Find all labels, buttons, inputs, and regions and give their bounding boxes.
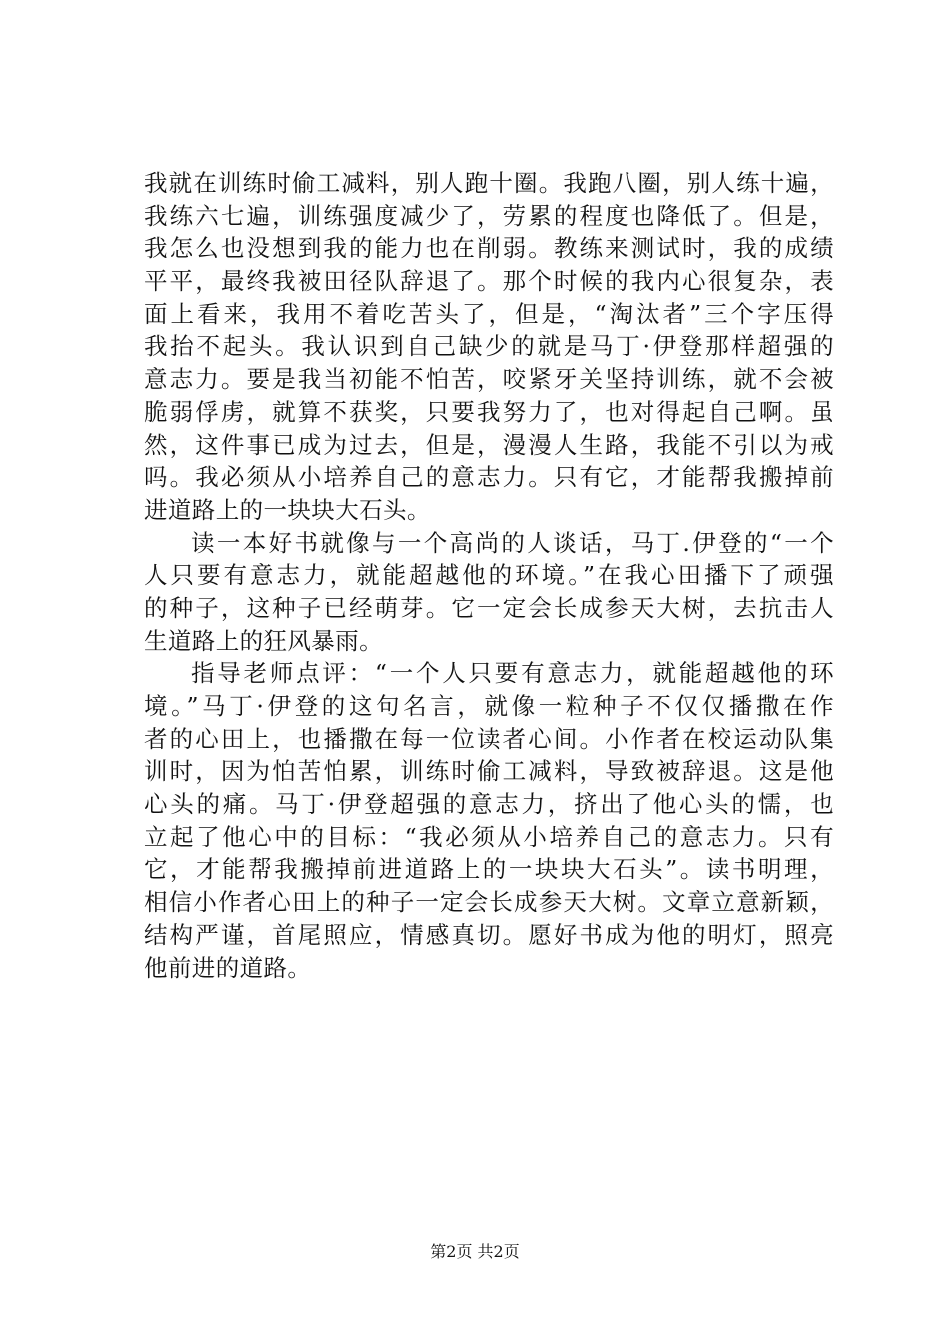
text-line: 平平，最终我被田径队辞退了。那个时候的我内心很复杂，表 <box>144 267 834 296</box>
text-line: 心头的痛。马丁·伊登超强的意志力，挤出了他心头的懦，也 <box>144 790 834 819</box>
text-line: 我怎么也没想到我的能力也在削弱。教练来测试时，我的成绩 <box>144 234 834 263</box>
text-line: 生道路上的狂风暴雨。 <box>144 626 383 655</box>
text-line: 者的心田上，也播撒在每一位读者心间。小作者在校运动队集 <box>144 724 834 753</box>
text-line: 的种子，这种子已经萌芽。它一定会长成参天大树，去抗击人 <box>144 593 834 622</box>
text-line: 进道路上的一块块大石头。 <box>144 495 431 524</box>
text-line: 脆弱俘虏，就算不获奖，只要我努力了，也对得起自己啊。虽 <box>144 397 834 426</box>
text-line: 立起了他心中的目标：“我必须从小培养自己的意志力。只有 <box>144 822 834 851</box>
text-line: 相信小作者心田上的种子一定会长成参天大树。文章立意新颖， <box>144 888 834 917</box>
page-footer: 第2页 共2页 <box>430 1242 520 1261</box>
text-line: 然，这件事已成为过去，但是，漫漫人生路，我能不引以为戒 <box>144 430 834 459</box>
text-line: 境。”马丁·伊登的这句名言，就像一粒种子不仅仅播撒在作 <box>144 692 834 720</box>
text-line: 吗。我必须从小培养自己的意志力。只有它，才能帮我搬掉前 <box>144 463 834 492</box>
text-line: 它，才能帮我搬掉前进道路上的一块块大石头”。读书明理， <box>144 855 834 884</box>
text-line: 面上看来，我用不着吃苦头了，但是，“淘汰者”三个字压得 <box>144 299 834 328</box>
text-line: 人只要有意志力，就能超越他的环境。”在我心田播下了顽强 <box>144 561 834 590</box>
text-line: 我练六七遍，训练强度减少了，劳累的程度也降低了。但是， <box>144 201 834 230</box>
text-line: 结构严谨，首尾照应，情感真切。愿好书成为他的明灯，照亮 <box>144 920 834 949</box>
paragraph-first-line: 指导老师点评：“一个人只要有意志力，就能超越他的环 <box>191 659 834 688</box>
paragraph-first-line: 读一本好书就像与一个高尚的人谈话，马丁.伊登的“一个 <box>191 528 834 557</box>
text-line: 意志力。要是我当初能不怕苦，咬紧牙关坚持训练，就不会被 <box>144 365 834 394</box>
text-line: 我抬不起头。我认识到自己缺少的就是马丁·伊登那样超强的 <box>144 332 834 361</box>
text-line: 我就在训练时偷工减料，别人跑十圈。我跑八圈，别人练十遍， <box>144 169 834 197</box>
text-line: 他前进的道路。 <box>144 953 312 982</box>
text-line: 训时，因为怕苦怕累，训练时偷工减料，导致被辞退。这是他 <box>144 757 834 786</box>
body-text <box>144 167 834 984</box>
